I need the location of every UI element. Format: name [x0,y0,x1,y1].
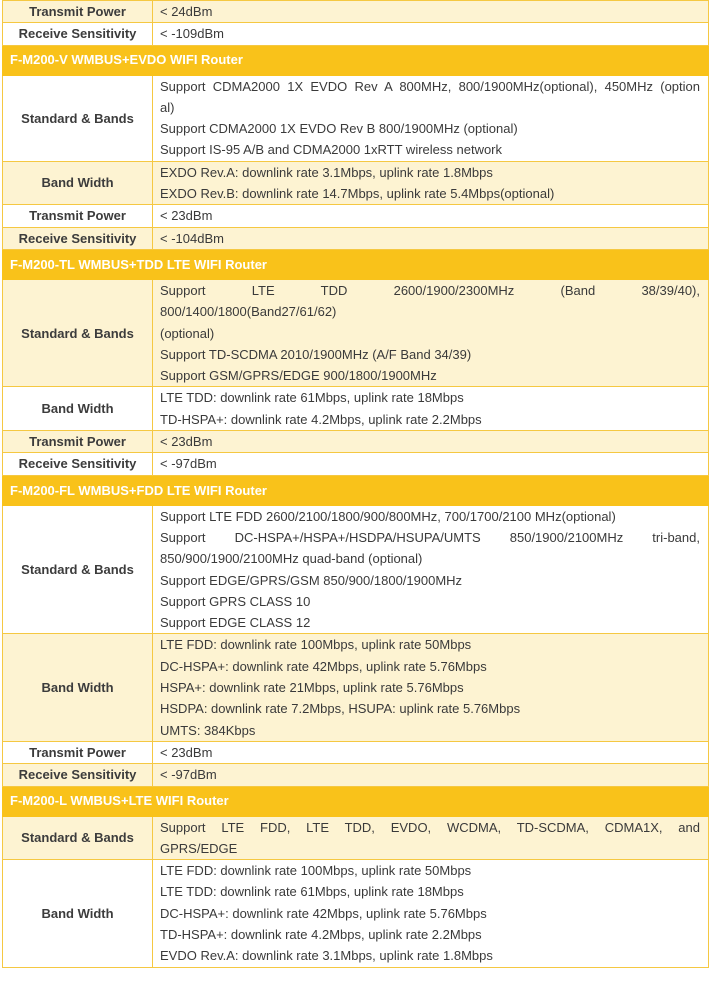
spec-label: Receive Sensitivity [3,23,153,45]
spec-value-line: 850/900/1900/2100MHz quad-band (optional) [160,551,423,567]
spec-row-standard-bands [3,75,709,161]
spec-value-line: Support TD-SCDMA 2010/1900MHz (A/F Band 34/39) [160,346,472,362]
spec-label: Band Width [3,634,153,742]
spec-row-standard-bands [3,505,709,634]
spec-value [153,431,709,453]
spec-value-line: < 23dBm [160,434,213,450]
section-header-row [3,475,709,505]
spec-value-line: < 24dBm [160,4,213,19]
spec-value-line: < -97dBm [160,767,217,783]
spec-value-line: Support GPRS CLASS 10 [160,593,311,609]
spec-label: Receive Sensitivity [3,764,153,786]
section-title: F-M200-FL WMBUS+FDD LTE WIFI Router [3,475,709,505]
spec-value-line: (optional) [160,325,215,341]
spec-label: Band Width [3,161,153,205]
spec-value-line: 800/1400/1800(Band27/61/62) [160,304,337,320]
spec-value-line: GPRS/EDGE [160,840,238,856]
spec-value-line: Support LTE FDD 2600/2100/1800/900/800MHz, 700/1700/2100 MHz(optional) [160,508,616,524]
spec-value [153,205,709,227]
spec-value-line: LTE TDD: downlink rate 61Mbps, uplink rate 18Mbps [160,884,464,900]
spec-value-line: DC-HSPA+: downlink rate 42Mbps, uplink rate 5.76Mbps [160,905,487,921]
spec-value-line: Support IS-95 A/B and CDMA2000 1xRTT wireless network [160,142,503,158]
section-header-row [3,786,709,816]
spec-value-line: EVDO Rev.A: downlink rate 3.1Mbps, uplink rate 1.8Mbps [160,948,493,964]
spec-value-line: Support CDMA2000 1X EVDO Rev B 800/1900MHz (optional) [160,121,518,137]
spec-value-line: DC-HSPA+: downlink rate 42Mbps, uplink rate 5.76Mbps [160,658,487,674]
spec-value [153,1,709,23]
spec-row-band-width [3,387,709,431]
spec-value-line: Support CDMA2000 1X EVDO Rev A 800MHz, 800/1900MHz(optional), 450MHz (option [160,78,700,94]
spec-value [153,227,709,249]
spec-value-line: < -109dBm [160,26,224,42]
spec-value [153,387,709,431]
spec-value-line: TD-HSPA+: downlink rate 4.2Mbps, uplink rate 2.2Mbps [160,927,482,943]
spec-value [153,279,709,387]
spec-label: Receive Sensitivity [3,453,153,475]
spec-row-standard-bands [3,816,709,860]
spec-row-receive-sensitivity [3,453,709,475]
spec-value-line: < 23dBm [160,744,213,760]
spec-table-body [3,1,709,968]
spec-value-line: EXDO Rev.A: downlink rate 3.1Mbps, uplink rate 1.8Mbps [160,164,493,180]
spec-row-transmit-power [3,431,709,453]
spec-row-band-width [3,161,709,205]
spec-value-line: UMTS: 384Kbps [160,722,256,738]
spec-label: Standard & Bands [3,816,153,860]
spec-value [153,75,709,161]
spec-value-line: LTE TDD: downlink rate 61Mbps, uplink rate 18Mbps [160,390,464,406]
section-header-row [3,249,709,279]
spec-row-band-width [3,860,709,968]
spec-table [2,0,709,968]
spec-label: Transmit Power [3,1,153,23]
spec-row-band-width [3,634,709,742]
spec-label: Standard & Bands [3,279,153,387]
spec-value [153,23,709,45]
spec-value [153,741,709,763]
spec-value-line: Support EDGE CLASS 12 [160,615,311,631]
spec-value-line: Support EDGE/GPRS/GSM 850/900/1800/1900MHz [160,572,463,588]
spec-label: Band Width [3,860,153,968]
section-title: F-M200-V WMBUS+EVDO WIFI Router [3,45,709,75]
spec-value-line: Support LTE TDD 2600/1900/2300MHz (Band 38/39/40), [160,282,700,298]
spec-value [153,764,709,786]
spec-value [153,634,709,742]
section-title: F-M200-L WMBUS+LTE WIFI Router [3,786,709,816]
spec-row-receive-sensitivity [3,227,709,249]
spec-row-receive-sensitivity [3,23,709,45]
spec-value-line: Support LTE FDD, LTE TDD, EVDO, WCDMA, TD-SCDMA, CDMA1X, and [160,819,700,835]
spec-value-line: TD-HSPA+: downlink rate 4.2Mbps, uplink rate 2.2Mbps [160,411,482,427]
spec-row-receive-sensitivity [3,764,709,786]
section-title: F-M200-TL WMBUS+TDD LTE WIFI Router [3,249,709,279]
spec-value-line: HSDPA: downlink rate 7.2Mbps, HSUPA: uplink rate 5.76Mbps [160,701,521,717]
spec-value-line: EXDO Rev.B: downlink rate 14.7Mbps, uplink rate 5.4Mbps(optional) [160,186,555,202]
spec-label: Transmit Power [3,741,153,763]
spec-value [153,161,709,205]
spec-value-line: LTE FDD: downlink rate 100Mbps, uplink rate 50Mbps [160,863,472,879]
spec-label: Band Width [3,387,153,431]
spec-value-line: HSPA+: downlink rate 21Mbps, uplink rate 5.76Mbps [160,680,464,696]
spec-label: Receive Sensitivity [3,227,153,249]
spec-label: Standard & Bands [3,505,153,634]
spec-value-line: < -104dBm [160,230,224,246]
spec-row-transmit-power [3,1,709,23]
spec-label: Standard & Bands [3,75,153,161]
spec-value-line: Support GSM/GPRS/EDGE 900/1800/1900MHz [160,368,437,384]
spec-row-transmit-power [3,741,709,763]
spec-label: Transmit Power [3,205,153,227]
spec-value [153,816,709,860]
spec-label: Transmit Power [3,431,153,453]
spec-value [153,453,709,475]
spec-value-line: LTE FDD: downlink rate 100Mbps, uplink rate 50Mbps [160,637,472,653]
spec-value-line: al) [160,99,175,115]
spec-value-line: < -97dBm [160,456,217,472]
section-header-row [3,45,709,75]
spec-value-line: < 23dBm [160,208,213,224]
spec-row-transmit-power [3,205,709,227]
spec-value-line: Support DC-HSPA+/HSPA+/HSDPA/HSUPA/UMTS 850/1900/2100MHz tri-band, [160,529,700,545]
spec-value [153,860,709,968]
spec-row-standard-bands [3,279,709,387]
spec-value [153,505,709,634]
